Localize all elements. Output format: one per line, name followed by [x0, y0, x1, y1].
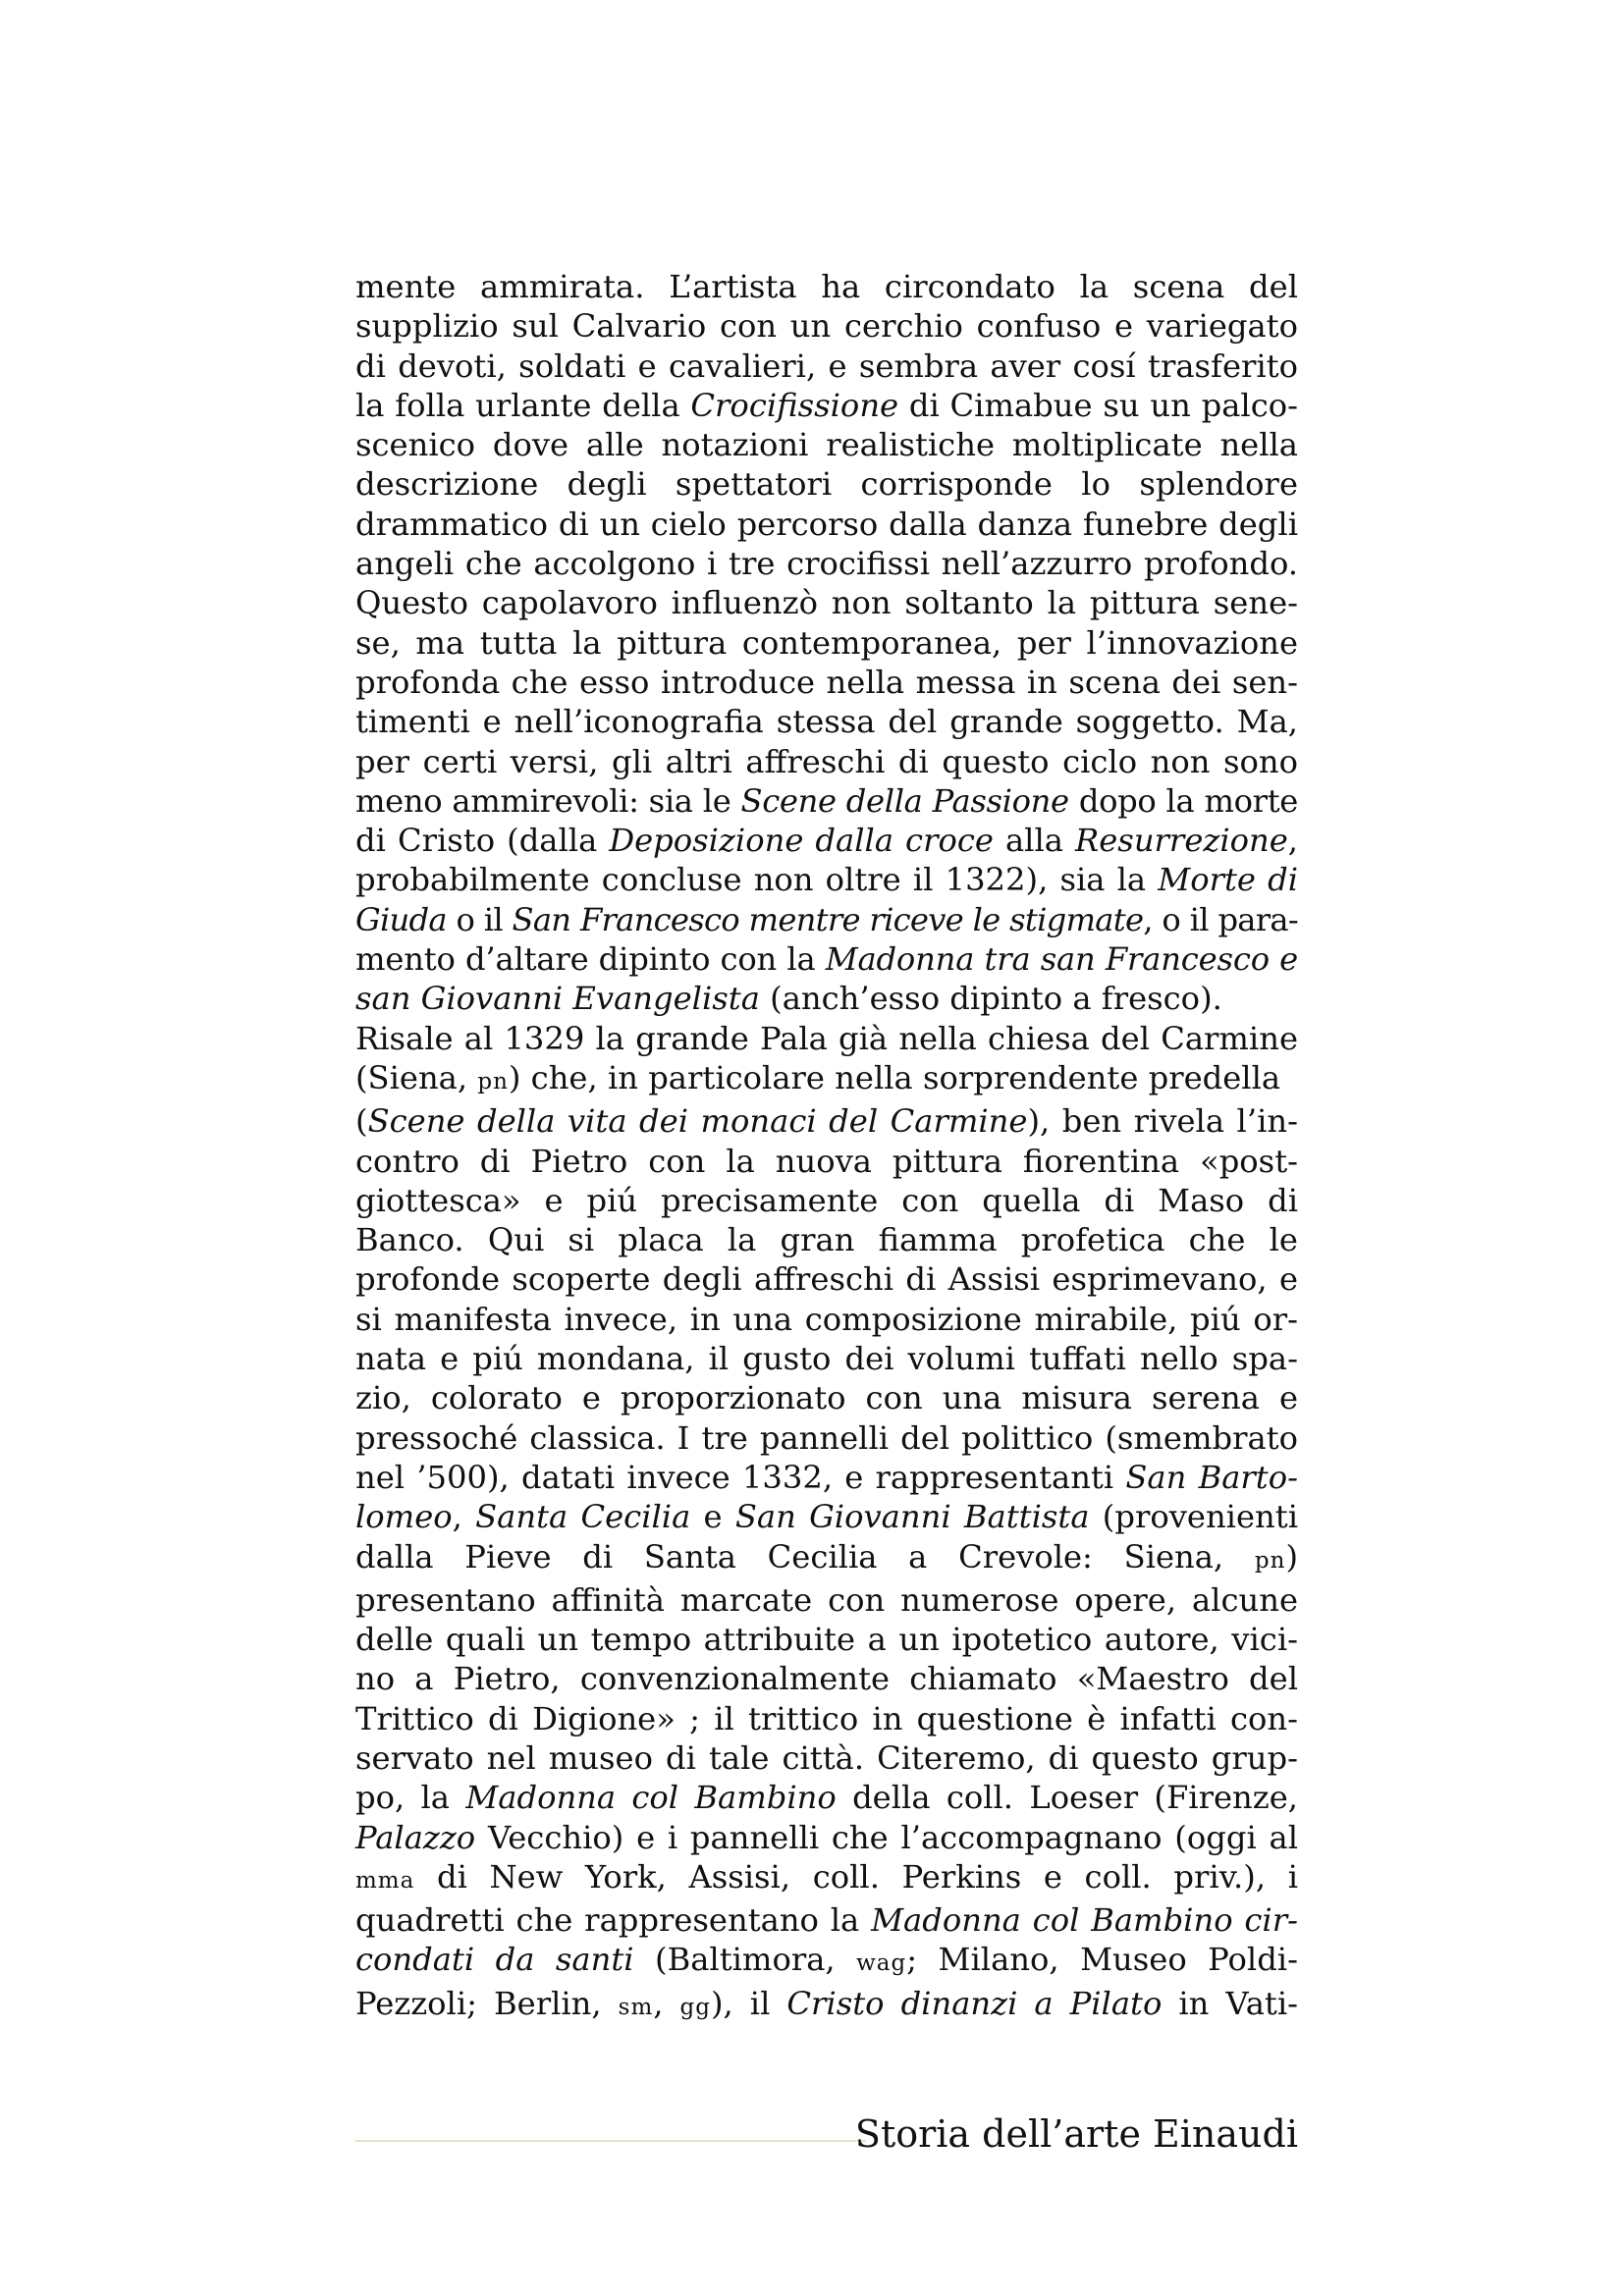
italic-text: Crocifissione	[690, 386, 899, 424]
text-line	[355, 979, 1298, 1018]
text-line	[355, 544, 1298, 583]
text-line	[355, 1497, 1298, 1536]
text-line	[355, 583, 1298, 622]
text-segment: quadretti che rappresentano la	[355, 1901, 872, 1940]
text-line	[355, 1984, 1298, 2027]
text-segment: della coll. Loeser (Firenze,	[836, 1779, 1298, 1817]
text-segment: la folla urlante della	[355, 386, 691, 424]
italic-text: Madonna col Bambino	[465, 1779, 837, 1817]
text-line	[355, 1181, 1298, 1220]
text-line	[355, 1580, 1298, 1620]
text-segment: profonde scoperte degli affreschi di Assisi esprimevano, e	[355, 1260, 1298, 1299]
text-segment: in Vati-	[1162, 1984, 1299, 2022]
text-line	[355, 464, 1298, 504]
text-line	[355, 1857, 1298, 1900]
italic-text: Madonna tra san Francesco e	[825, 940, 1298, 979]
text-segment: po, la	[355, 1779, 466, 1817]
text-segment: scenico dove alle notazioni realistiche moltiplicate nella	[355, 426, 1298, 464]
text-segment: ), il	[711, 1984, 787, 2022]
text-segment: dalla Pieve di Santa Cecilia a Crevole: Siena,	[355, 1537, 1255, 1575]
text-segment: o il	[446, 900, 513, 938]
text-line	[355, 1418, 1298, 1458]
text-segment: Vecchio) e i pannelli che l’accompagnano (oggi al	[475, 1818, 1298, 1856]
text-segment: Questo capolavoro influenzò non soltanto la pittura sene-	[355, 584, 1298, 622]
text-line	[355, 1620, 1298, 1659]
text-segment: nata e piú mondana, il gusto dei volumi tuffati nello spa-	[355, 1340, 1298, 1378]
text-line	[355, 821, 1298, 860]
text-segment: ), ben rivela l’in-	[1027, 1102, 1298, 1141]
text-segment: probabilmente concluse non oltre il 1322), sia la	[355, 861, 1159, 899]
footer-title: Storia dell’arte Einaudi	[854, 2112, 1298, 2156]
text-line	[355, 1659, 1298, 1698]
small-caps-text: wag	[856, 1950, 907, 1977]
small-caps-text: mma	[355, 1867, 415, 1894]
italic-text: lomeo	[355, 1498, 453, 1536]
text-line	[355, 1778, 1298, 1817]
text-segment: drammatico di un cielo percorso dalla danza funebre degli	[355, 505, 1298, 543]
small-caps-text: sm	[618, 1994, 654, 2020]
text-line	[355, 702, 1298, 741]
text-line	[355, 505, 1298, 544]
footer-rule	[355, 2140, 866, 2142]
text-segment: presentano affinità marcate con numerose opere, alcune	[355, 1580, 1298, 1619]
text-line	[355, 347, 1298, 386]
text-segment: e	[690, 1498, 735, 1536]
text-line	[355, 1101, 1298, 1141]
italic-text: Cristo dinanzi a Pilato	[786, 1984, 1163, 2022]
text-segment: ,	[452, 1498, 476, 1536]
text-segment: servato nel museo di tale città. Citeremo, di questo grup-	[355, 1738, 1298, 1777]
text-segment: Trittico di Digione» ; il trittico in questione è infatti con-	[355, 1699, 1298, 1737]
text-line	[355, 1940, 1298, 1983]
text-segment: (Baltimora,	[633, 1941, 857, 1979]
text-line	[355, 781, 1298, 821]
italic-text: Giuda	[355, 900, 447, 938]
text-segment: di Cimabue su un palco-	[898, 386, 1298, 424]
text-segment: ) che, in particolare nella sorprendente predella	[508, 1058, 1281, 1096]
text-line	[355, 1019, 1298, 1058]
text-line	[355, 742, 1298, 781]
text-line	[355, 1259, 1298, 1299]
text-line	[355, 939, 1298, 979]
text-line	[355, 1458, 1298, 1497]
text-line	[355, 1300, 1298, 1339]
text-segment: contro di Pietro con la nuova pittura fiorentina «post-	[355, 1142, 1298, 1180]
text-line	[355, 386, 1298, 425]
text-segment: Risale al 1329 la grande Pala già nella chiesa del Carmine	[355, 1019, 1298, 1057]
text-line	[355, 1058, 1298, 1101]
text-segment: timenti e nell’iconografia stessa del grande soggetto. Ma,	[355, 703, 1298, 741]
text-segment: alla	[993, 822, 1076, 860]
text-segment: si manifesta invece, in una composizione mirabile, piú or-	[355, 1300, 1298, 1338]
text-segment: (anch’esso dipinto a fresco).	[759, 980, 1222, 1018]
text-line	[355, 663, 1298, 702]
text-line	[355, 1818, 1298, 1857]
text-segment: angeli che accolgono i tre crocifissi nell’azzurro profondo.	[355, 545, 1298, 583]
text-line	[355, 1378, 1298, 1417]
paragraph	[355, 1019, 1298, 2027]
text-segment: zio, colorato e proporzionato con una misura serena e	[355, 1379, 1298, 1417]
text-segment: di New York, Assisi, coll. Perkins e coll. priv.), i	[414, 1857, 1298, 1896]
text-line	[355, 1738, 1298, 1778]
text-segment: , o il para-	[1143, 900, 1298, 938]
text-line	[355, 1339, 1298, 1378]
italic-text: Scene della vita dei monaci del Carmine	[367, 1102, 1028, 1141]
text-segment: Pezzoli; Berlin,	[355, 1984, 619, 2022]
italic-text: Resurrezione	[1075, 822, 1288, 860]
text-segment: profonda che esso introduce nella messa in scena dei sen-	[355, 663, 1298, 701]
text-segment: pressoché classica. I tre pannelli del polittico (smembrato	[355, 1418, 1298, 1457]
text-line	[355, 1900, 1298, 1940]
text-segment: )	[1285, 1537, 1298, 1575]
small-caps-text: pn	[1254, 1547, 1286, 1574]
italic-text: Deposizione dalla croce	[609, 822, 994, 860]
text-segment: (provenienti	[1089, 1498, 1298, 1536]
italic-text: Santa Cecilia	[475, 1498, 691, 1536]
text-line	[355, 306, 1298, 346]
text-segment: meno ammirevoli: sia le	[355, 781, 741, 820]
italic-text: condati da santi	[355, 1941, 634, 1979]
italic-text: Morte di	[1158, 861, 1299, 899]
text-segment: descrizione degli spettatori corrisponde lo splendore	[355, 465, 1298, 504]
text-segment: ,	[1287, 822, 1299, 860]
text-segment: dopo la morte	[1068, 781, 1298, 820]
text-line	[355, 1142, 1298, 1181]
text-segment: ; Milano, Museo Poldi-	[906, 1941, 1298, 1979]
italic-text: San Giovanni Battista	[734, 1498, 1090, 1536]
text-line	[355, 1220, 1298, 1259]
text-line	[355, 860, 1298, 899]
text-segment: supplizio sul Calvario con un cerchio confuso e variegato	[355, 307, 1298, 346]
text-segment: no a Pietro, convenzionalmente chiamato «Maestro del	[355, 1660, 1298, 1698]
italic-text: Scene della Passione	[740, 781, 1069, 820]
text-line	[355, 1537, 1298, 1580]
text-segment: di Cristo (dalla	[355, 822, 610, 860]
italic-text: san Giovanni Evangelista	[355, 980, 760, 1018]
small-caps-text: gg	[679, 1994, 711, 2020]
text-segment: delle quali un tempo attribuite a un ipotetico autore, vici-	[355, 1621, 1298, 1659]
text-segment: mento d’altare dipinto con la	[355, 940, 826, 979]
italic-text: Madonna col Bambino cir-	[871, 1901, 1298, 1940]
text-segment: Banco. Qui si placa la gran fiamma profetica che le	[355, 1221, 1298, 1259]
text-segment: se, ma tutta la pittura contemporanea, per l’innovazione	[355, 623, 1298, 662]
text-segment: nel ’500), datati invece 1332, e rappresentanti	[355, 1458, 1126, 1496]
text-segment: (	[355, 1102, 368, 1141]
body-text	[355, 267, 1298, 2027]
italic-text: San Barto-	[1125, 1458, 1298, 1496]
text-line	[355, 425, 1298, 464]
text-segment: (Siena,	[355, 1058, 478, 1096]
text-segment: giottesca» e piú precisamente con quella di Maso di	[355, 1181, 1298, 1219]
italic-text: San Francesco mentre riceve le stigmate	[512, 900, 1144, 938]
text-line	[355, 623, 1298, 663]
text-line	[355, 1699, 1298, 1738]
text-line	[355, 900, 1298, 939]
text-line	[355, 267, 1298, 306]
text-segment: per certi versi, gli altri affreschi di questo ciclo non sono	[355, 742, 1298, 780]
text-segment: di devoti, soldati e cavalieri, e sembra aver cosí trasferito	[355, 347, 1298, 385]
text-segment: mente ammirata. L’artista ha circondato la scena del	[355, 268, 1298, 305]
text-segment: ,	[653, 1984, 680, 2022]
small-caps-text: pn	[477, 1068, 509, 1095]
paragraph	[355, 267, 1298, 1019]
italic-text: Palazzo	[355, 1818, 476, 1856]
